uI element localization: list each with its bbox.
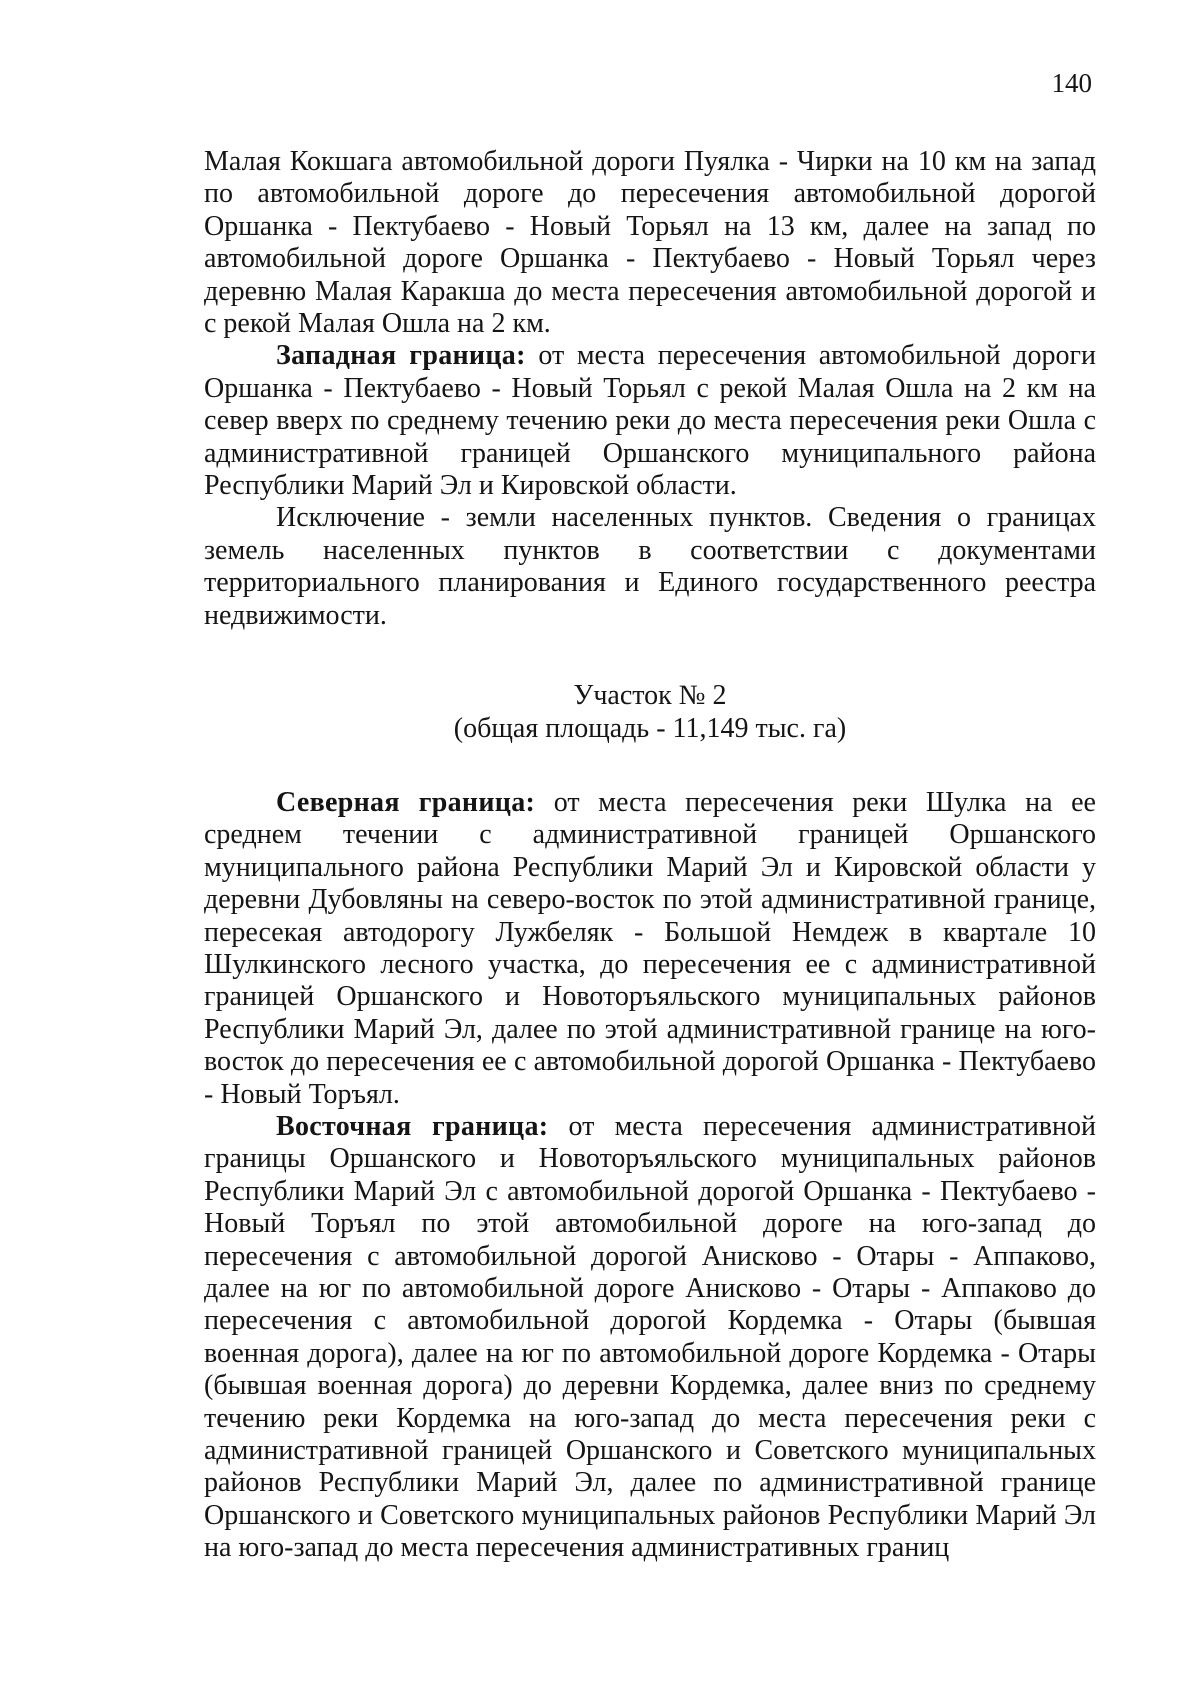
paragraph-text: от места пересечения административной границы Оршанского и Новоторъяльского муниципальных районов Республики Марий Эл с автомобильной дорогой Оршанка - Пектубаево - Новый Торъял по этой автомобильной дороге на юго-запад до пересечения с автомобильной дорогой Анисково - Отары - Аппаково, далее на юг по автомобильной дороге Анисково - Отары - Аппаково до пересечения с автомобильной дорогой Кордемка - Отары (бывшая военная дорога), далее на юг по автомобильной дороге Кордемка - Отары (бывшая военная дорога) до деревни Кордемка, далее вниз по среднему течению реки Кордемка на юго-запад до места пересечения реки с административной границей Оршанского и Советского муниципальных районов Республики Марий Эл, далее по административной границе Оршанского и Советского муниципальных районов Республики Марий Эл на юго-запад до места пересечения административных границ: [204, 1110, 1096, 1564]
paragraph-text: Исключение - земли населенных пунктов. Сведения о границах земель населенных пунктов в соответствии с документами территориального планирования и Единого государственного реестра недвижимости.: [204, 502, 1096, 631]
paragraph-continuation: [204, 146, 1096, 340]
paragraph-east-boundary: [204, 1111, 1096, 1565]
section-title: Участок № 2: [573, 680, 727, 712]
east-boundary-heading: Восточная граница:: [276, 1110, 549, 1142]
page-number: 140: [1051, 68, 1092, 98]
paragraph-text: от места пересечения реки Шулка на ее среднем течении с административной границей Оршанского муниципального района Республики Марий Эл и Кировской области у деревни Дубовляны на северо-восток по этой административной границе, пересекая автодорогу Лужбеляк - Большой Немдеж в квартале 10 Шулкинского лесного участка, до пересечения ее с административной границей Оршанского и Новоторъяльского муниципальных районов Республики Марий Эл, далее по этой административной границе на юго-восток до пересечения ее с автомобильной дорогой Оршанка - Пектубаево - Новый Торъял.: [204, 786, 1096, 1110]
paragraph-exception: [204, 502, 1096, 632]
paragraph-west-boundary: [204, 340, 1096, 502]
north-boundary-heading: Северная граница:: [276, 786, 536, 818]
paragraph-north-boundary: [204, 787, 1096, 1111]
west-boundary-heading: Западная граница:: [276, 340, 526, 372]
document-body: [204, 146, 1096, 1565]
section-area: (общая площадь - 11,149 тыс. га): [453, 712, 847, 744]
paragraph-text: Малая Кокшага автомобильной дороги Пуялка - Чирки на 10 км на запад по автомобильной дороге до пересечения автомобильной дорогой Оршанка - Пектубаево - Новый Торьял на 13 км, далее на запад по автомобильной дороге Оршанка - Пектубаево - Новый Торьял через деревню Малая Каракша до места пересечения автомобильной дорогой и с рекой Малая Ошла на 2 км.: [204, 146, 1096, 340]
paragraph-text: от места пересечения автомобильной дороги Оршанка - Пектубаево - Новый Торьял с рекой Малая Ошла на 2 км на север вверх по среднему течению реки до места пересечения реки Ошла с административной границей Оршанского муниципального района Республики Марий Эл и Кировской области.: [204, 340, 1096, 502]
